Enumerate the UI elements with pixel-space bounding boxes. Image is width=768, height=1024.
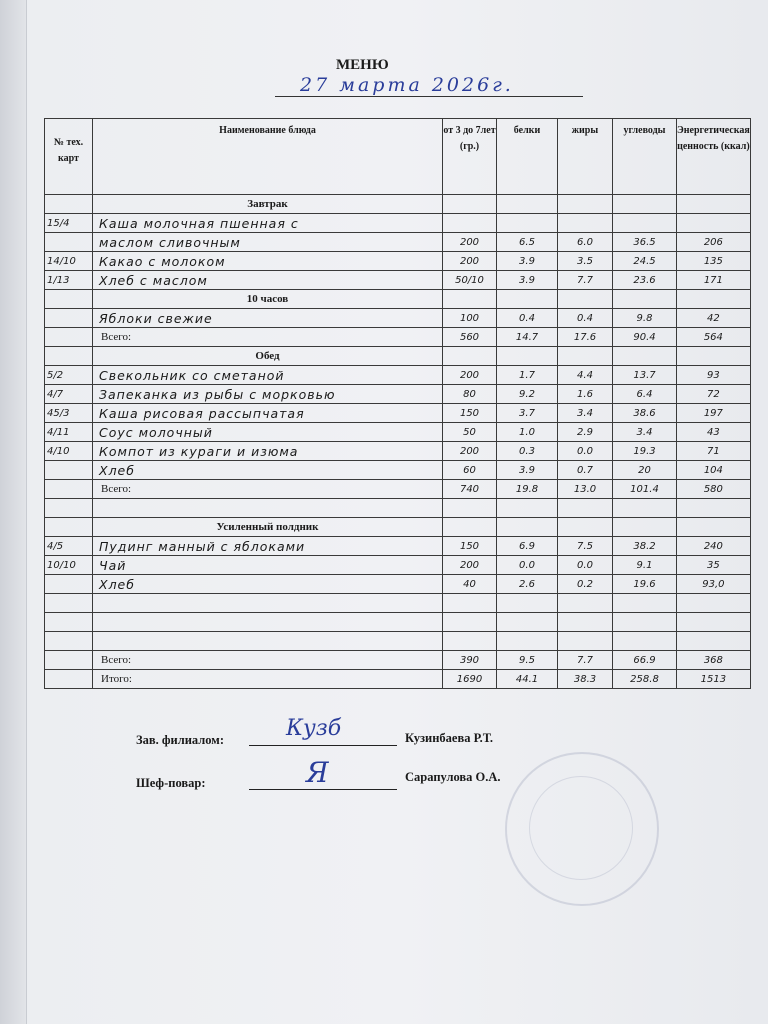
subtotal-row: Всего: 390 9.5 7.7 66.9 368 [45, 651, 751, 670]
empty-row [45, 632, 751, 651]
section-snack: Усиленный полдник [93, 518, 443, 537]
table-header-row [45, 119, 751, 195]
header-fat: жиры [558, 119, 613, 195]
subtotal-row: Всего: 740 19.8 13.0 101.4 580 [45, 480, 751, 499]
menu-table [44, 118, 751, 689]
empty-row [45, 613, 751, 632]
header-carbs: углеводы [613, 119, 677, 195]
head-handwritten-signature: Кузб [286, 716, 342, 741]
table-row: 4/10 Компот из кураги и изюма 200 0.3 0.0 19.3 71 [45, 442, 751, 461]
table-row: 15/4 Каша молочная пшенная с [45, 214, 751, 233]
grand-total-row: Итого: 1690 44.1 38.3 258.8 1513 [45, 670, 751, 689]
table-row: 5/2 Свекольник со сметаной 200 1.7 4.4 13.7 93 [45, 366, 751, 385]
section-row [45, 347, 751, 366]
section-row [45, 290, 751, 309]
subtotal-row: Всего: 560 14.7 17.6 90.4 564 [45, 328, 751, 347]
table-row: 10/10 Чай 200 0.0 0.0 9.1 35 [45, 556, 751, 575]
header-tech-card: № тех. карт [45, 119, 93, 195]
chef-handwritten-signature: Я [306, 756, 329, 789]
table-row: 14/10 Какао с молоком 200 3.9 3.5 24.5 135 [45, 252, 751, 271]
table-row: 4/5 Пудинг манный с яблоками 150 6.9 7.5 38.2 240 [45, 537, 751, 556]
header-protein: белки [497, 119, 558, 195]
header-weight: от 3 до 7лет (гр.) [443, 119, 497, 195]
official-stamp [505, 752, 659, 906]
table-row: 1/13 Хлеб с маслом 50/10 3.9 7.7 23.6 171 [45, 271, 751, 290]
head-of-branch-label: Зав. филиалом: [136, 733, 224, 747]
table-row: 4/11 Соус молочный 50 1.0 2.9 3.4 43 [45, 423, 751, 442]
table-row: 4/7 Запеканка из рыбы с морковью 80 9.2 1.6 6.4 72 [45, 385, 751, 404]
section-row [45, 518, 751, 537]
menu-date: 27 марта 2026г. [300, 74, 514, 96]
table-row: Хлеб 40 2.6 0.2 19.6 93,0 [45, 575, 751, 594]
empty-row [45, 499, 751, 518]
chef-name: Сарапулова О.А. [405, 770, 501, 784]
section-ten-oclock: 10 часов [93, 290, 443, 309]
section-lunch: Обед [93, 347, 443, 366]
table-row: 45/3 Каша рисовая рассыпчатая 150 3.7 3.4 38.6 197 [45, 404, 751, 423]
section-breakfast: Завтрак [93, 195, 443, 214]
section-row [45, 195, 751, 214]
table-row: Хлеб 60 3.9 0.7 20 104 [45, 461, 751, 480]
table-row: Яблоки свежие 100 0.4 0.4 9.8 42 [45, 309, 751, 328]
chef-label: Шеф-повар: [136, 776, 206, 790]
chef-signature-line [249, 789, 397, 790]
page-fold-shadow [0, 0, 26, 1024]
head-of-branch-name: Кузинбаева Р.Т. [405, 731, 494, 745]
header-dish-name: Наименование блюда [93, 119, 443, 195]
empty-row [45, 594, 751, 613]
date-underline [275, 96, 583, 97]
document-title: МЕНЮ [336, 57, 389, 73]
table-row: маслом сливочным 200 6.5 6.0 36.5 206 [45, 233, 751, 252]
header-energy: Энергетическая ценность (ккал) [677, 119, 751, 195]
head-signature-line [249, 745, 397, 746]
